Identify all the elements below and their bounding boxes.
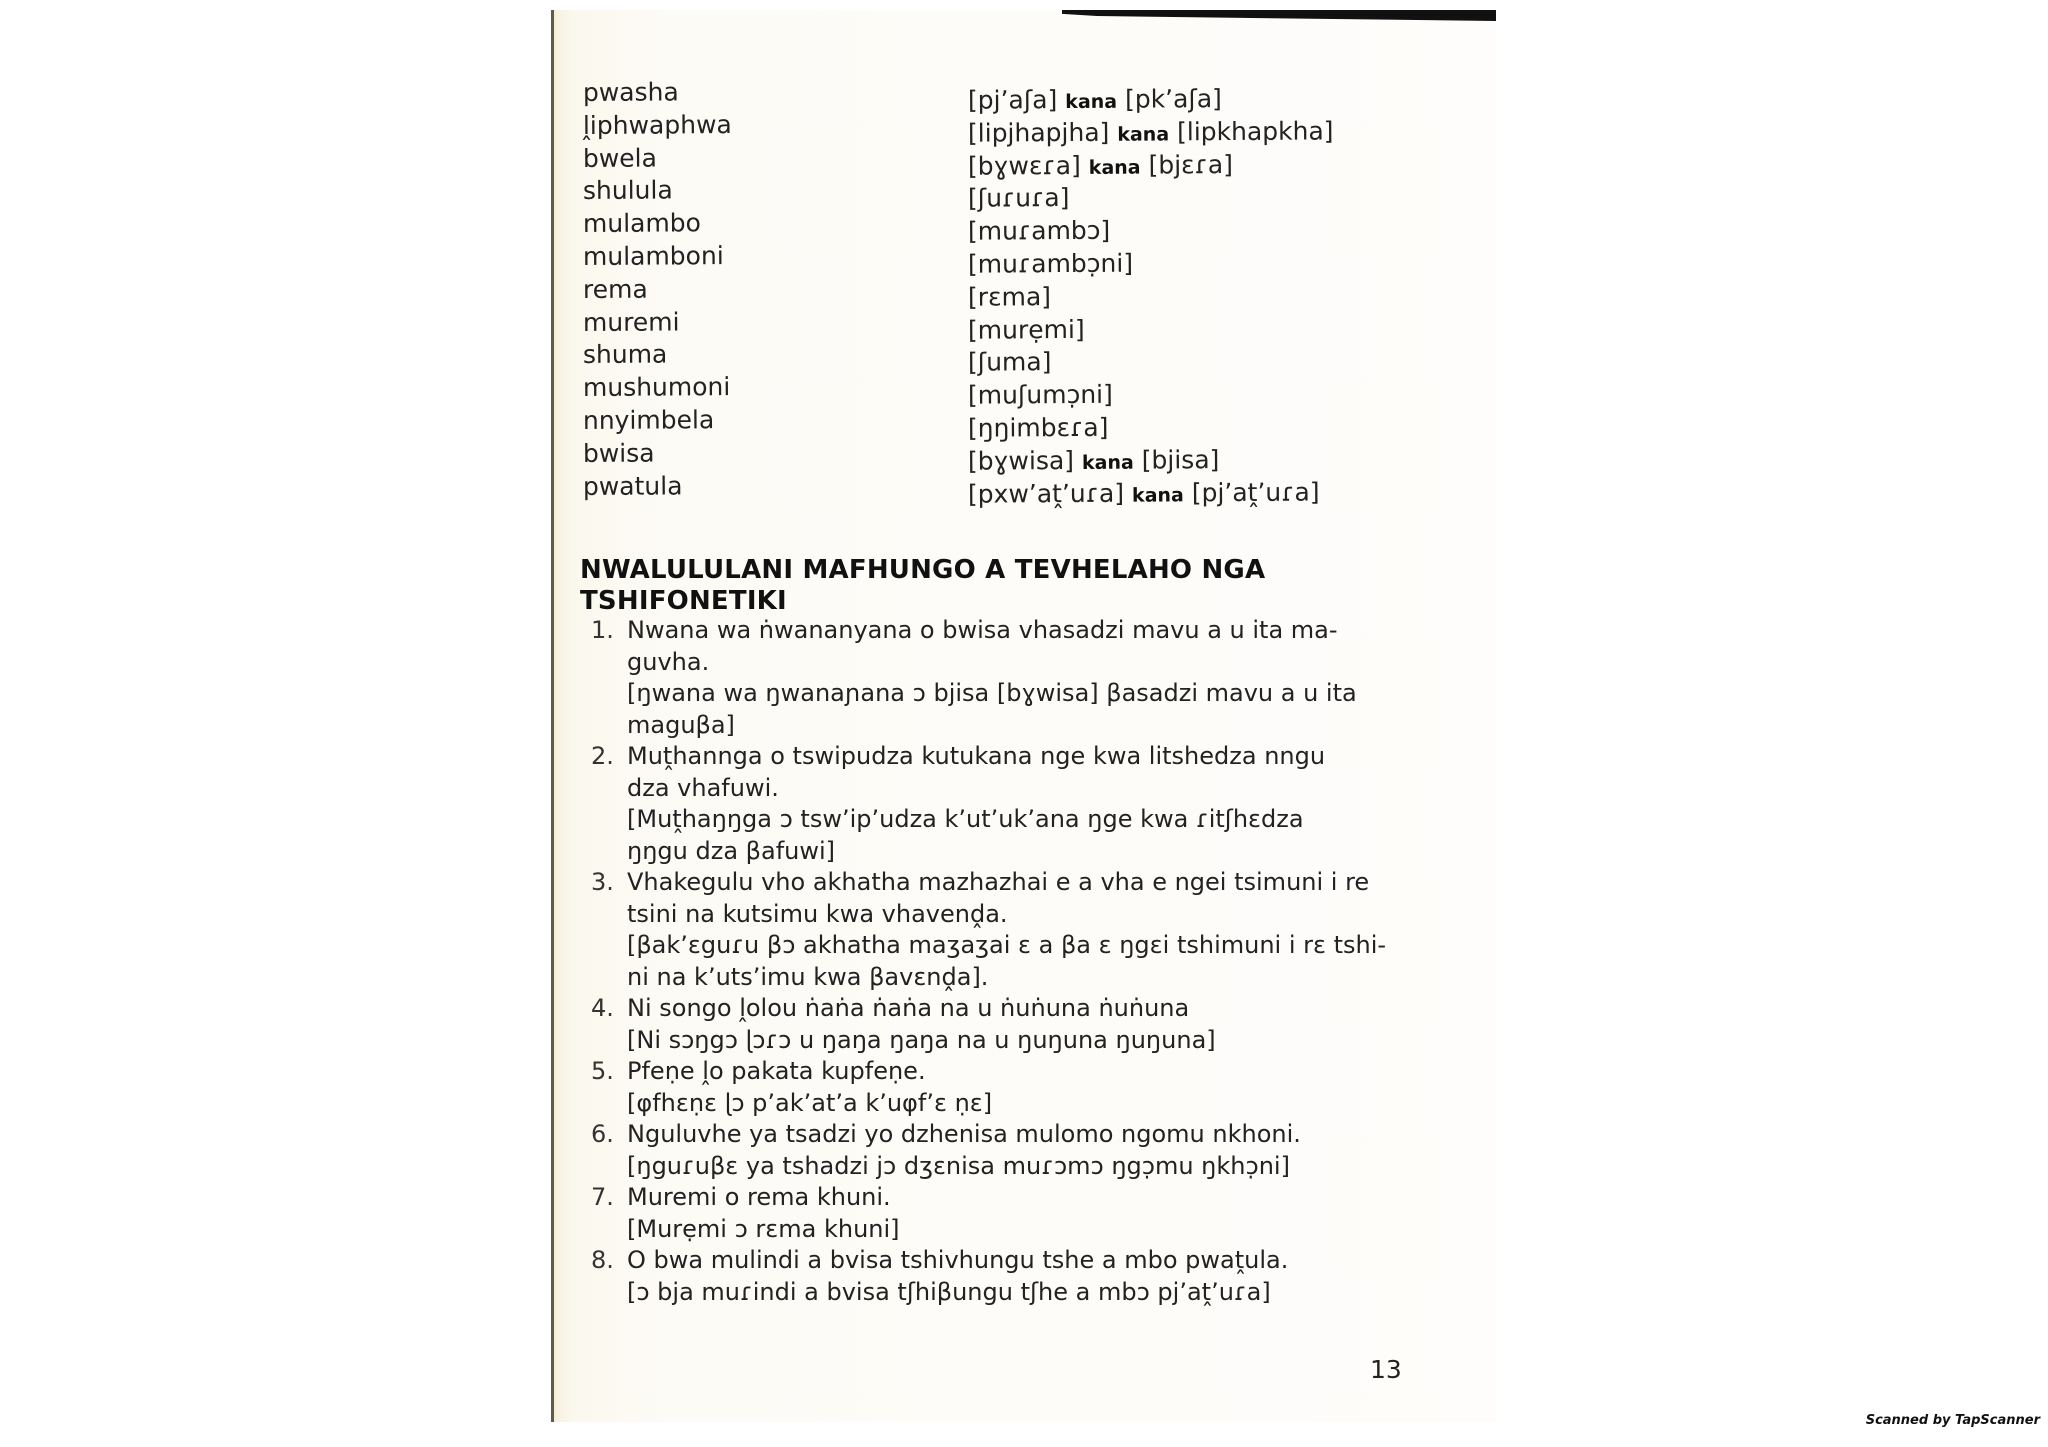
vocab-word: pwatula bbox=[582, 470, 683, 501]
exercise-number: 1. bbox=[591, 616, 614, 644]
exercise-number: 2. bbox=[591, 742, 614, 770]
vocab-ipa: [murẹmi] bbox=[967, 314, 1085, 345]
vocab-transcription bbox=[968, 150, 1233, 181]
vocab-transcription bbox=[968, 282, 1051, 312]
page-number: 13 bbox=[1370, 1355, 1402, 1384]
exercise-list bbox=[585, 615, 1397, 1308]
vocab-ipa: [ʃuma] bbox=[967, 347, 1052, 377]
vocab-ipa: [muɾambɔ] bbox=[967, 215, 1111, 246]
vocab-word: mulamboni bbox=[582, 241, 724, 271]
vocab-alt-ipa: [pj’aṱ’uɾa] bbox=[1191, 476, 1320, 507]
exercise-line: [ŋwana wa ŋwanaɲana ɔ bjisa [bɣwisa] βasadzi mavu a u ita bbox=[627, 679, 1357, 707]
exercise-line: [ɔ bja muɾindi a bvisa tʃhiβungu tʃhe a mbɔ pj’aṱ’uɾa] bbox=[627, 1277, 1271, 1306]
vocab-word: shulula bbox=[582, 175, 673, 206]
vocab-ipa: [bɣwisa] bbox=[967, 445, 1075, 476]
section-heading-line: NWALULULANI MAFHUNGO A TEVHELAHO NGA bbox=[580, 555, 1266, 585]
vocab-ipa: [muʃumɔ̣ni] bbox=[967, 379, 1113, 410]
exercise-line: [βak’ɛguɾu βɔ akhatha maʒaʒai ɛ a βa ɛ ŋgɛi tshimuni i rɛ tshi- bbox=[627, 931, 1387, 959]
scanner-credit: Scanned by TapScanner bbox=[1865, 1413, 2040, 1428]
vocab-kana: kana bbox=[1131, 483, 1184, 507]
exercise-line: Nguluvhe ya tsadzi yo dzhenisa mulomo ngomu nkhoni. bbox=[627, 1120, 1301, 1148]
vocab-word: shuma bbox=[582, 339, 668, 370]
vocab-transcription bbox=[968, 477, 1320, 508]
exercise-line: [Muṱhaŋŋga ɔ tsw’ip’udza k’ut’uk’ana ŋge kwa ɾitʃhɛdza bbox=[627, 805, 1304, 833]
vocab-word: muremi bbox=[582, 306, 680, 337]
exercise-number: 6. bbox=[591, 1120, 614, 1148]
vocab-ipa: [lipjhapjha] bbox=[967, 117, 1110, 148]
exercise-line: Muṱhannga o tswipudza kutukana nge kwa litshedza nngu bbox=[627, 742, 1326, 770]
vocab-transcription bbox=[968, 183, 1070, 213]
page-binding-edge bbox=[551, 10, 554, 1422]
exercise-number: 7. bbox=[591, 1183, 614, 1211]
vocab-transcription bbox=[968, 413, 1109, 443]
exercise-item bbox=[585, 1119, 1397, 1182]
vocab-word: mushumoni bbox=[582, 372, 731, 403]
vocab-ipa: [bɣwɛɾa] bbox=[967, 150, 1081, 181]
vocab-word: bwisa bbox=[582, 438, 655, 468]
exercise-line: Nwana wa ṅwananyana o bwisa vhasadzi mavu a u ita ma- bbox=[627, 616, 1338, 644]
exercise-number: 5. bbox=[591, 1057, 614, 1085]
vocab-ipa: [rɛma] bbox=[967, 281, 1052, 312]
vocab-transcription bbox=[968, 84, 1222, 115]
vocab-kana: kana bbox=[1117, 123, 1170, 146]
vocab-word: mulambo bbox=[582, 208, 702, 239]
exercise-line: Muremi o rema khuni. bbox=[627, 1183, 891, 1211]
section-heading-line: TSHIFONETIKI bbox=[580, 586, 787, 616]
exercise-number: 3. bbox=[591, 868, 614, 896]
vocab-ipa: [ŋŋimbɛɾa] bbox=[967, 412, 1109, 443]
exercise-item bbox=[585, 615, 1397, 741]
exercise-line: ŋŋgu dza βafuwi] bbox=[627, 836, 836, 865]
exercise-item bbox=[585, 867, 1397, 993]
exercise-line: ni na k’uts’imu kwa βavɛnḓa]. bbox=[627, 962, 989, 991]
vocab-transcription bbox=[968, 216, 1110, 246]
exercise-item bbox=[585, 993, 1397, 1056]
exercise-line: Ni songo ḽolou ṅaṅa ṅaṅa na u ṅuṅuna ṅuṅuna bbox=[627, 994, 1190, 1022]
vocab-ipa: [pxw’aṱ’uɾa] bbox=[967, 478, 1125, 509]
exercise-line: [ŋguɾuβɛ ya tshadzi jɔ dʒɛnisa muɾɔmɔ ŋgɔ̣mu ŋkhɔ̣ni] bbox=[627, 1151, 1290, 1180]
vocab-ipa: [pj’aʃa] bbox=[967, 84, 1058, 115]
exercise-item bbox=[585, 1056, 1397, 1119]
exercise-item bbox=[585, 741, 1397, 867]
exercise-line: maguβa] bbox=[627, 710, 735, 739]
vocab-word: rema bbox=[582, 274, 648, 304]
vocab-ipa: [muɾambɔ̣ni] bbox=[967, 248, 1134, 279]
exercise-line: [φfhɛṇɛ ɭɔ p’ak’at’a k’uφf’ɛ ṇɛ] bbox=[627, 1088, 993, 1117]
exercise-line: dza vhafuwi. bbox=[627, 773, 779, 802]
exercise-line: O bwa mulindi a bvisa tshivhungu tshe a mbo pwaṱula. bbox=[627, 1246, 1289, 1274]
exercise-line: Vhakegulu vho akhatha mazhazhai e a vha e ngei tsimuni i re bbox=[627, 868, 1370, 896]
vocab-transcription bbox=[968, 116, 1334, 147]
vocab-transcription bbox=[968, 314, 1085, 344]
exercise-item bbox=[585, 1245, 1397, 1308]
vocab-kana: kana bbox=[1065, 90, 1118, 113]
vocab-word: pwasha bbox=[582, 77, 679, 107]
exercise-number: 4. bbox=[591, 994, 614, 1022]
section-heading bbox=[580, 555, 1400, 617]
exercise-line: [Ni sɔŋgɔ ɭɔɾɔ u ŋaŋa ŋaŋa na u ŋuŋuna ŋuŋuna] bbox=[627, 1025, 1216, 1054]
vocab-word: bwela bbox=[582, 143, 657, 173]
exercise-line: Pfeṇe ḽo pakata kupfeṇe. bbox=[627, 1057, 926, 1085]
vocab-alt-ipa: [pk’aʃa] bbox=[1124, 83, 1222, 114]
exercise-line: tsini na kutsimu kwa vhavenḓa. bbox=[627, 899, 1008, 928]
exercise-number: 8. bbox=[591, 1246, 614, 1274]
vocab-transcription bbox=[968, 380, 1113, 410]
vocabulary-list bbox=[582, 77, 1343, 512]
exercise-line: [Murẹmi ɔ rɛma khuni] bbox=[627, 1214, 900, 1243]
vocab-alt-ipa: [bjisa] bbox=[1141, 444, 1220, 475]
vocab-transcription bbox=[968, 249, 1133, 279]
vocab-alt-ipa: [bjɛɾa] bbox=[1148, 149, 1234, 180]
vocab-row bbox=[582, 470, 1343, 512]
vocab-alt-ipa: [lipkhapkha] bbox=[1176, 116, 1334, 147]
vocab-kana: kana bbox=[1088, 156, 1141, 179]
exercise-item bbox=[585, 1182, 1397, 1245]
vocab-word: ḽiphwaphwa bbox=[582, 109, 732, 140]
vocab-transcription bbox=[968, 347, 1052, 377]
vocab-kana: kana bbox=[1081, 451, 1134, 474]
vocab-ipa: [ʃuɾuɾa] bbox=[967, 183, 1070, 213]
exercise-line: guvha. bbox=[627, 647, 710, 676]
vocab-transcription bbox=[968, 445, 1220, 476]
vocab-word: nnyimbela bbox=[582, 405, 715, 435]
